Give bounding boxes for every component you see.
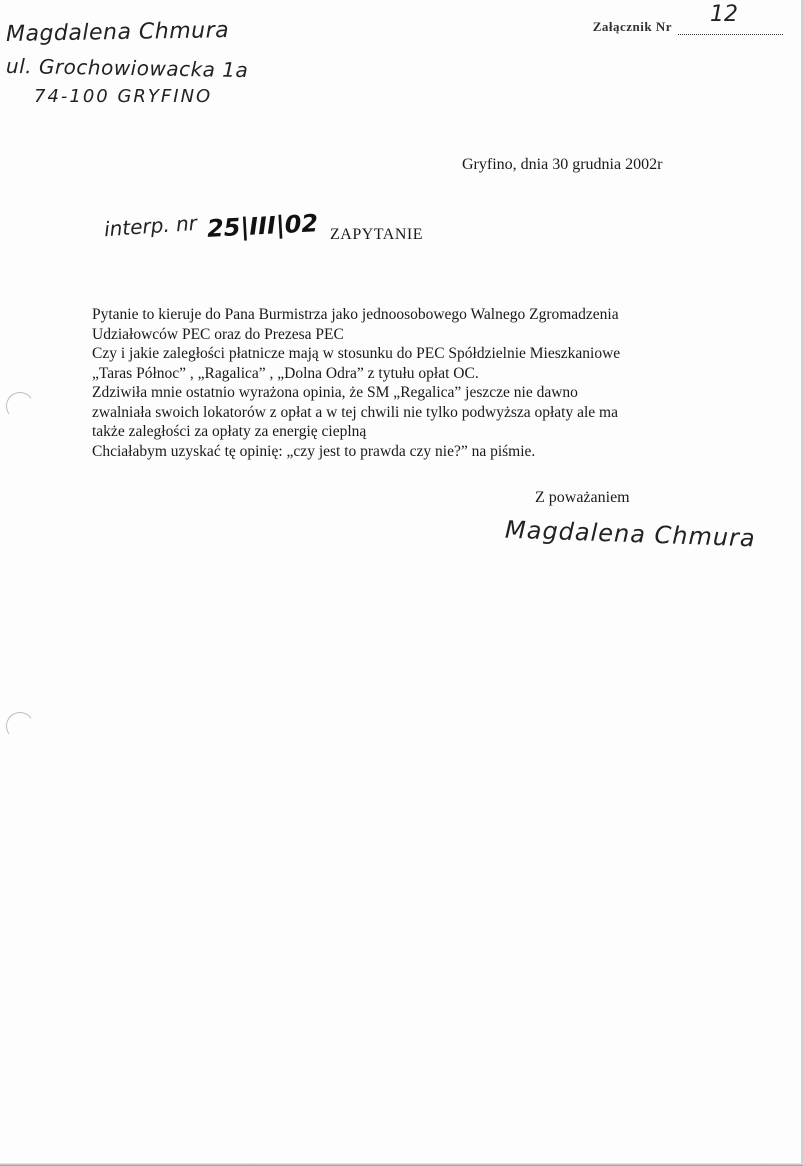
- date-line: Gryfino, dnia 30 grudnia 2002r: [462, 156, 663, 173]
- sender-city: 74-100 GRYFINO: [34, 86, 213, 107]
- sender-street: ul. Grochowiowacka 1a: [5, 53, 249, 83]
- letter-body: [92, 305, 732, 461]
- letter-subject: ZAPYTANIE: [330, 226, 423, 243]
- interpellation-reference: [103, 209, 319, 243]
- punch-hole-mark: [4, 390, 36, 422]
- handwritten-signature: Magdalena Chmura: [504, 515, 757, 553]
- body-line: Zdziwiła mnie ostatnio wyrażona opinia, że SM „Regalica” jeszcze nie dawno: [92, 384, 578, 401]
- body-line: zwalniała swoich lokatorów z opłat a w tej chwili nie tylko podwyższa opłaty ale ma: [92, 403, 618, 421]
- body-line: także zaległości za opłaty za energię cieplną: [92, 423, 367, 440]
- body-line: „Taras Północ” , „Ragalica” , „Dolna Odra” z tytułu opłat OC.: [92, 364, 479, 382]
- interpellation-number: 25|III|02: [206, 209, 319, 243]
- body-line: Udziałowców PEC oraz do Prezesa PEC: [92, 325, 344, 343]
- attachment-number-field: [678, 2, 783, 35]
- attachment-label: Załącznik Nr: [592, 19, 672, 34]
- body-line: Pytanie to kieruje do Pana Burmistrza jako jednoosobowego Walnego Zgromadzenia: [92, 306, 619, 323]
- body-line: Czy i jakie zaległości płatnicze mają w stosunku do PEC Spółdzielnie Mieszkaniowe: [92, 345, 621, 362]
- punch-hole-mark: [4, 710, 36, 742]
- body-line: Chciałabym uzyskać tę opinię: „czy jest to prawda czy nie?” na piśmie.: [92, 442, 536, 460]
- closing-salutation: Z poważaniem: [535, 489, 630, 506]
- sender-name: Magdalena Chmura: [5, 18, 230, 47]
- attachment-number: 12: [710, 2, 738, 27]
- interpellation-prefix: interp. nr: [103, 210, 198, 242]
- attachment-reference: [592, 2, 783, 35]
